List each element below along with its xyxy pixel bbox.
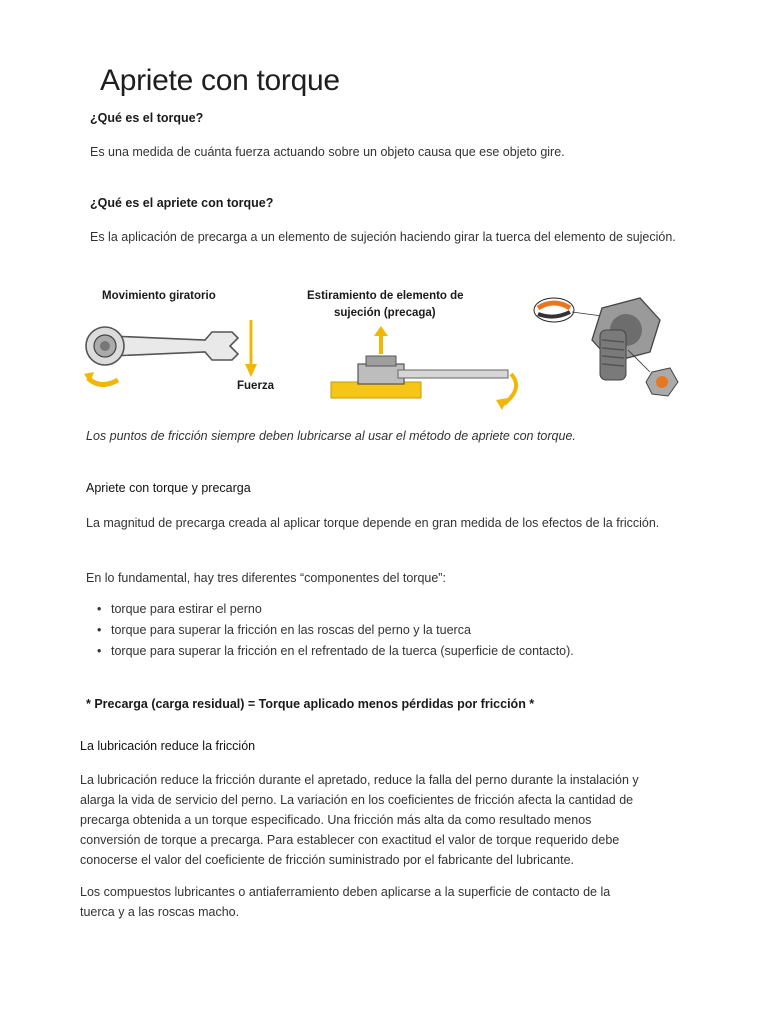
figure-label-force: Fuerza (237, 380, 275, 392)
paragraph-line: conocerse el valor del coeficiente de fricción suministrado por el fabricante del lubricante. (80, 853, 575, 867)
paragraph-line: Los compuestos lubricantes o antiaferramiento deben aplicarse a la superficie de contacto de la (80, 885, 611, 899)
paragraph-line: precarga obtenida a un torque especificado. Una fricción más alta da como resultado menos (80, 813, 592, 827)
heading-torque-and-preload: Apriete con torque y precarga (86, 481, 251, 495)
list-item: • torque para superar la fricción en las roscas del perno y la tuerca (86, 620, 574, 641)
figure-label-stretch-line1: Estiramiento de elemento de (307, 290, 464, 302)
paragraph-lubrication (80, 770, 639, 870)
paragraph-line: La lubricación reduce la fricción durante el apretado, reduce la falla del perno durante la instalación y (80, 773, 639, 787)
heading-what-is-torque: ¿Qué es el torque? (90, 111, 204, 125)
figure-caption: Los puntos de fricción siempre deben lubricarse al usar el método de apriete con torque. (86, 429, 576, 443)
paragraph-line: tuerca y a las roscas macho. (80, 905, 240, 919)
figure-label-rotation: Movimiento giratorio (102, 290, 216, 302)
paragraph-line: conversión de torque a precarga. Para establecer con exactitud el valor de torque requerido debe (80, 833, 620, 847)
torque-components-list (86, 599, 574, 662)
paragraph-antiseize (80, 882, 610, 922)
list-item: • torque para superar la fricción en el refrentado de la tuerca (superficie de contacto). (86, 641, 574, 662)
paragraph-line: alarga la vida de servicio del perno. La variación en los coeficientes de fricción afecta la cantidad de (80, 793, 634, 807)
bolt-stretch-illustration (326, 326, 526, 416)
force-arrow-icon (244, 320, 258, 378)
nut-bolt-detail-illustration (532, 290, 702, 410)
list-item: • torque para estirar el perno (86, 599, 574, 620)
figure-label-stretch-line2: sujeción (precaga) (334, 307, 436, 319)
preload-formula: * Precarga (carga residual) = Torque aplicado menos pérdidas por fricción * (86, 697, 535, 711)
wrench-illustration (80, 318, 250, 393)
paragraph-torque-tightening-definition: Es la aplicación de precarga a un elemento de sujeción haciendo girar la tuerca del elemento de sujeción. (90, 230, 676, 244)
paragraph-preload-friction: La magnitud de precarga creada al aplicar torque depende en gran medida de los efectos de la fricción. (86, 516, 660, 530)
paragraph-torque-components-intro: En lo fundamental, hay tres diferentes “componentes del torque”: (86, 571, 446, 585)
page-title: Apriete con torque (100, 64, 340, 97)
heading-what-is-torque-tightening: ¿Qué es el apriete con torque? (90, 196, 274, 210)
heading-lubrication: La lubricación reduce la fricción (80, 739, 256, 753)
paragraph-torque-definition: Es una medida de cuánta fuerza actuando sobre un objeto causa que ese objeto gire. (90, 145, 565, 159)
